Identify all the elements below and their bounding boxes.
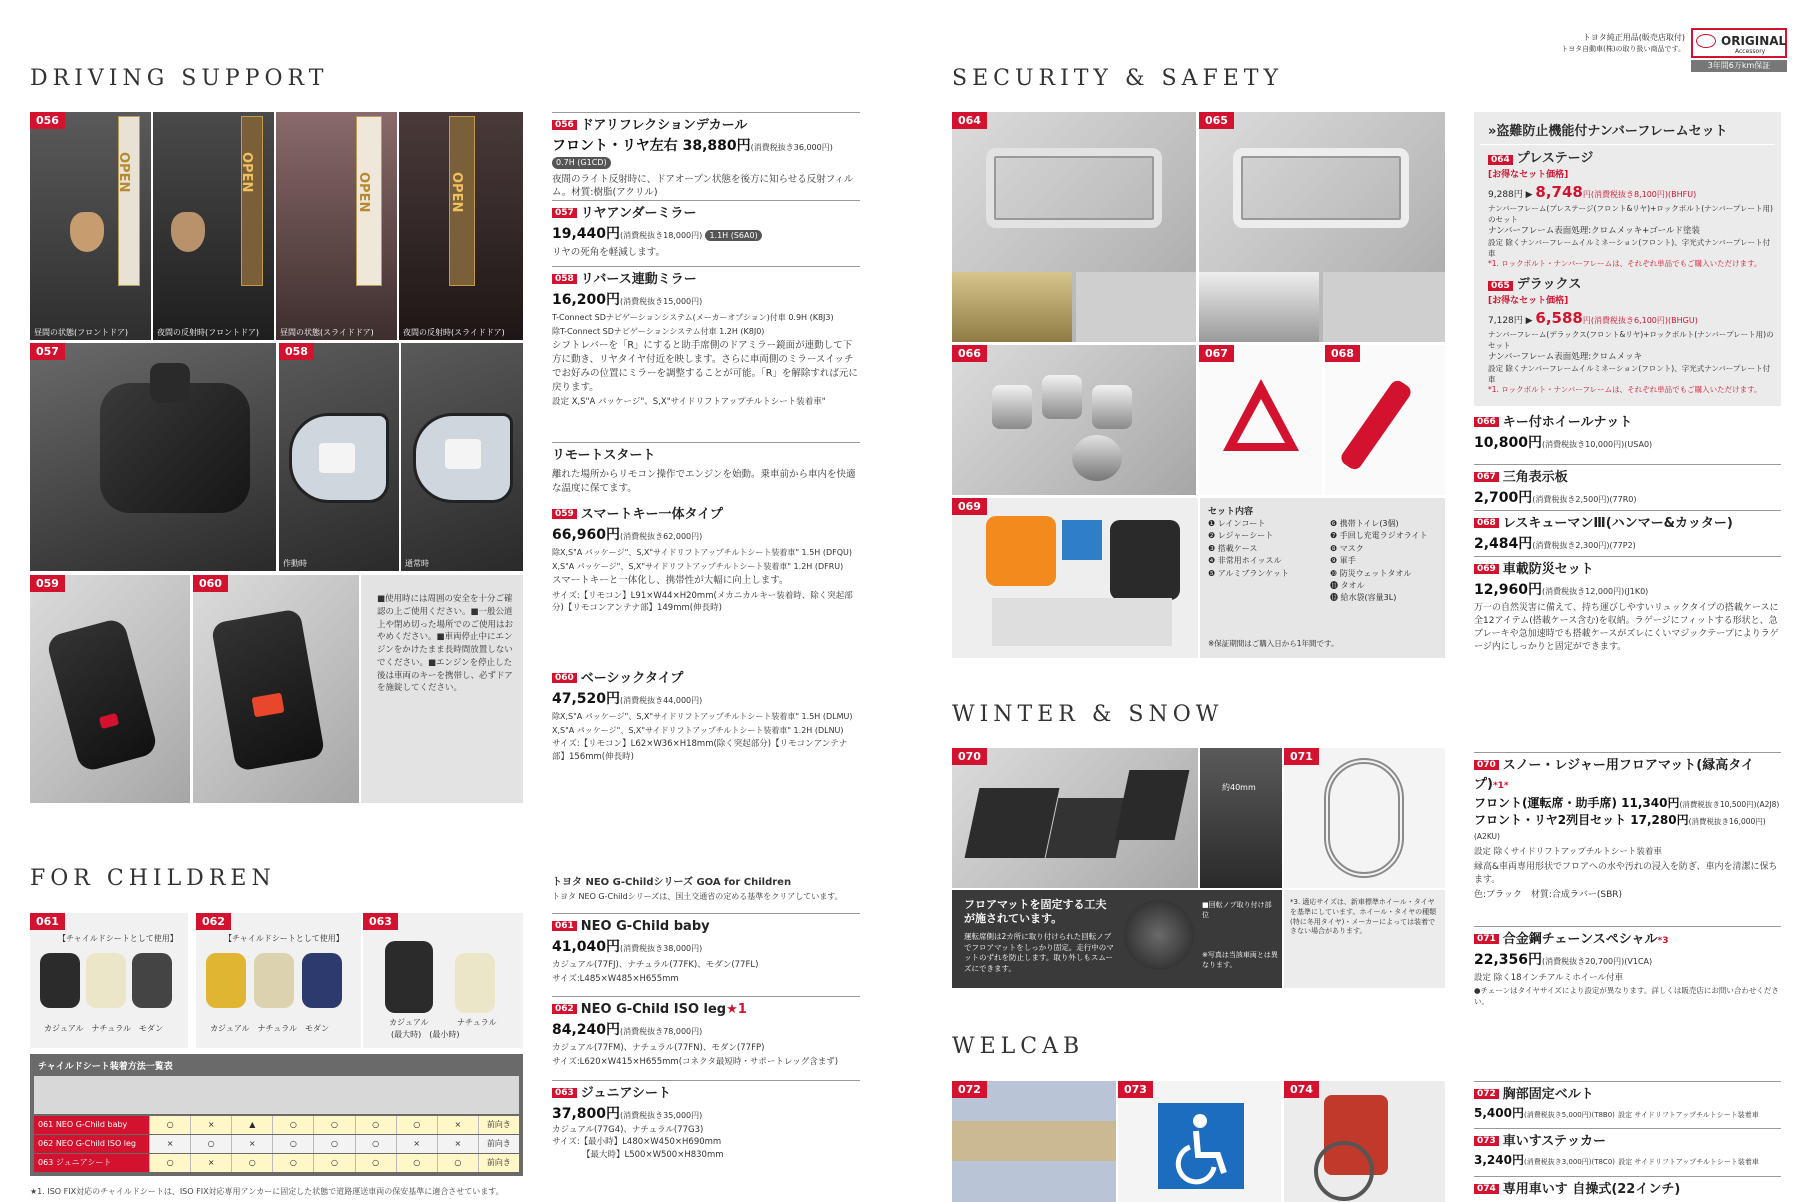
photo-number: 056	[30, 112, 65, 129]
notice-text: ■使用時には周囲の安全を十分ご確認の上ご使用ください。■一般公道上や閉め切った場所でのご使用はおやめください。■車両停止中にエンジンをかけたまま長時間放置しないでください。■エンジンを停止した後は車両のキーを携帯し、必ずドアを施錠してください。	[377, 594, 514, 694]
item-colors: カジュアル(77G4)、ナチュラル(77G3)	[552, 1125, 704, 1136]
mat-note-title: フロアマットを固定する工夫が施されています。	[964, 898, 1107, 926]
item-size: サイズ:L485×W485×H655mm	[552, 974, 679, 985]
item-color: 色:ブラック 材質:合成ラバー(SBR)	[1474, 889, 1623, 900]
seat-caption: カジュアル ナチュラル モダン	[44, 1024, 164, 1033]
photo-number: 069	[952, 498, 987, 515]
raincoat-shape	[986, 516, 1056, 586]
price-line: 9,288円 ▶ 8,748円(消費税抜き8,100円)(BHFU)	[1488, 182, 1697, 201]
child-seat-casual	[40, 953, 80, 1008]
item-072	[1474, 1081, 1781, 1122]
table-cell: ○	[149, 1154, 190, 1172]
table-cell: ×	[190, 1154, 231, 1172]
item-code2: 除T-Connect SDナビゲーションシステム付車 1.2H (K8J0)	[552, 326, 765, 336]
table-cell: ▲	[231, 1116, 272, 1134]
photo-056c	[276, 112, 397, 340]
item-price-line: 41,040円(消費税抜き38,000円)	[552, 938, 703, 955]
item-code2: X,S"A パッケージ"、S,X"サイドリフトアップチルトシート装着車" 1.2H (DLNU)	[552, 725, 844, 735]
table-cell: ○	[396, 1116, 437, 1134]
logo-sub: Accessory	[1735, 48, 1766, 55]
photo-number: 064	[952, 112, 987, 129]
table-cell: ○	[355, 1135, 396, 1153]
item-price-line: 47,520円(消費税抜き44,000円)	[552, 690, 703, 707]
table-cell: ○	[355, 1154, 396, 1172]
table-cell: ○	[313, 1116, 354, 1134]
photo-caption: 作動時	[283, 559, 307, 568]
remote-key-shape	[211, 608, 326, 771]
item-064: 064 プレステージ [お得なセット価格] 9,288円 ▶ 8,748円(消費税抜き8,100円)(BHFU) ナンバーフレーム(プレステージ(フロント&リヤ)+ロックボルト(ナンバープレート用)のセット ナンバーフレーム表面処理:クロムメッキ+ゴールド塗装 設定 除くナンバーフレームイルミネーション(フロント)、字光式ナンバープレート付車 *1. ロックボルト・ナンバーフレームは、それぞれ単品でもご購入いただけます。	[1488, 150, 1776, 270]
item-074	[1474, 1176, 1781, 1200]
chrome-frame-strip	[1199, 272, 1319, 342]
gchild-title: トヨタ NEO G-Childシリーズ GOA for Children	[552, 877, 792, 888]
photo-065	[1199, 112, 1445, 342]
table-cell: 前向き	[478, 1135, 519, 1153]
photo-063	[363, 913, 523, 1048]
photo-060	[193, 575, 359, 803]
mat-note-text: 運転席側は2カ所に取り付けられた回転ノブでフロアマットをしっかり固定。走行中のマットのずれを防止します。取り外しもスムーズにできます。	[964, 932, 1114, 973]
divider	[552, 996, 860, 997]
child-seat-table	[30, 1054, 523, 1176]
junior-seat-casual	[385, 941, 433, 1013]
item-price-line-1: フロント(運転席・助手席) 11,340円(消費税抜き10,500円)(A2J8)	[1474, 795, 1780, 810]
kit-item: ❶ レインコート	[1208, 519, 1266, 528]
item-title: 068 レスキューマンⅢ(ハンマー&カッター)	[1474, 515, 1781, 534]
item-colors: カジュアル(77FM)、ナチュラル(77FN)、モダン(77FP)	[552, 1043, 765, 1054]
item-code1: 除X,S"A パッケージ"、S,X"サイドリフトアップチルトシート装着車" 1.5H (DFQU)	[552, 548, 852, 558]
table-cell: ○	[396, 1154, 437, 1172]
photo-069	[952, 498, 1198, 658]
photo-number: 060	[193, 575, 228, 592]
kit-item: ❾ 軍手	[1330, 556, 1356, 566]
table-cell: ○	[355, 1116, 396, 1134]
kit-note: ※保証期間はご購入日から1年間です。	[1208, 639, 1339, 648]
photo-056b	[153, 112, 274, 340]
item-title: 058 リバース連動ミラー	[552, 271, 860, 290]
item-060	[552, 670, 860, 763]
rotary-knob-photo	[1124, 900, 1194, 970]
photo-058b	[401, 343, 523, 571]
item-059	[552, 506, 860, 615]
kit-item: ❸ 搭載ケース	[1208, 543, 1258, 553]
kit-item: ❼ 手回し充電ラジオライト	[1330, 531, 1428, 541]
kit-item: ❽ マスク	[1330, 543, 1364, 553]
kit-left-list	[1208, 518, 1326, 580]
photo-057	[30, 343, 276, 571]
table-cell: 前向き	[478, 1154, 519, 1172]
lock-bolts	[1076, 272, 1196, 342]
photo-number: 071	[1284, 748, 1319, 765]
table-row	[34, 1154, 519, 1172]
item-desc: 離れた場所からリモコン操作でエンジンを始動。乗車前から車内を快適な温度に保てます。	[552, 468, 856, 494]
wheel-shape	[1314, 1141, 1374, 1201]
seat-caption-c: (最大時) (最小時)	[391, 1030, 460, 1039]
kit-item: ❹ 非常用ホイッスル	[1208, 556, 1282, 566]
divider	[552, 442, 860, 443]
table-row	[34, 1135, 519, 1153]
item-price-line: 37,800円(消費税抜き35,000円)	[552, 1105, 703, 1122]
item-price-line: 2,700円(消費税抜き2,500円)(77R0)	[1474, 489, 1637, 506]
open-label: OPEN	[239, 152, 254, 193]
table-cell: ○	[313, 1154, 354, 1172]
price-line: 7,128円 ▶ 6,588円(消費税抜き6,100円)(BHGU)	[1488, 308, 1698, 327]
height-label: 約40mm	[1222, 783, 1256, 792]
item-070	[1474, 752, 1781, 902]
photo-number: 063	[363, 913, 398, 930]
photo-number: 073	[1118, 1081, 1153, 1098]
table-cell: ○	[313, 1135, 354, 1153]
table-cell: ○	[437, 1154, 478, 1172]
item-price-line: 2,484円(消費税抜き2,300円)(77P2)	[1474, 535, 1636, 552]
table-header-row	[34, 1076, 519, 1114]
divider	[552, 1080, 860, 1081]
leisure-sheet-shape	[1062, 520, 1102, 560]
kit-069-list	[1200, 498, 1445, 658]
item-title: 070 スノー・レジャー用フロアマット(縁高タイプ)*1*	[1474, 758, 1754, 792]
hand-shape	[171, 212, 205, 252]
chain-info-panel	[1284, 890, 1445, 988]
table-row-name: 063 ジュニアシート	[34, 1154, 149, 1172]
item-price-line: 5,400円(消費税抜き5,000円)(T8B0) 設定 サイドリフトアップチルトシート装着車	[1474, 1105, 1759, 1120]
section-title-winter: WINTER & SNOW	[952, 702, 1224, 727]
frame-divider	[1480, 144, 1775, 145]
item-size: サイズ:【リモコン】L62×W36×H18mm(除く突起部分)【リモコンアンテナ部】156mm(伸長時)	[552, 739, 848, 762]
item-title: 061 NEO G-Child baby	[552, 918, 860, 937]
photo-number: 070	[952, 748, 987, 765]
divider	[1474, 1176, 1781, 1177]
photo-062	[196, 913, 361, 1048]
photo-068	[1325, 345, 1445, 495]
wheel-nut-3	[1092, 385, 1132, 429]
item-069	[1474, 556, 1781, 654]
item-number: 056	[552, 120, 577, 130]
item-056	[552, 112, 860, 200]
notice-box-059	[361, 575, 523, 803]
photo-number: 058	[279, 343, 314, 360]
item-setting: 設定 X,S"A パッケージ"、S,X"サイドリフトアップチルトシート装着車"	[552, 397, 826, 408]
item-note: ●チェーンはタイヤサイズにより設定が異なります。詳しくは販売店にお問い合わせください。	[1474, 986, 1779, 1007]
door-decal-strip	[118, 116, 140, 286]
kit-item: ❻ 携帯トイレ(3個)	[1330, 519, 1399, 528]
photo-073	[1118, 1081, 1281, 1202]
photo-071	[1284, 748, 1445, 888]
wheel-nut-2	[1042, 375, 1082, 419]
deal-label: [お得なセット価格]	[1488, 169, 1569, 180]
knob-photo-note: ※写真は当該車両とは異なります。	[1202, 951, 1278, 969]
gchild-header	[552, 876, 860, 902]
wheelchair-sticker	[1158, 1103, 1244, 1189]
divider	[1474, 1081, 1781, 1082]
child-seat-natural	[254, 953, 294, 1008]
item-066	[1474, 414, 1781, 453]
photo-caption: 昼間の状態(スライドドア)	[280, 328, 374, 337]
item-065: 065 デラックス [お得なセット価格] 7,128円 ▶ 6,588円(消費税抜き6,100円)(BHGU) ナンバーフレーム(デラックス(フロント&リヤ)+ロックボルト(ナンバープレート用)のセット ナンバーフレーム表面処理:クロムメッキ 設定 除くナンバーフレームイルミネーション(フロント)、字光式ナンバープレート付車 *1. ロックボルト・ナンバーフレームは、それぞれ単品でもご購入いただけます。	[1488, 276, 1776, 396]
item-title: リモートスタート	[552, 448, 656, 463]
mirror-stem	[150, 363, 190, 403]
item-size: サイズ:【リモコン】L91×W44×H20mm(メカニカルキー装着時、除く突起部分)【リモコンアンテナ部】149mm(伸長時)	[552, 591, 853, 614]
table-cell: ×	[396, 1135, 437, 1153]
divider	[1474, 556, 1781, 557]
photo-number: 057	[30, 343, 65, 360]
item-desc: 夜間のライト反射時に、ドアオープン状態を後方に知らせる反射フィルム。材質:樹脂(アクリル)	[552, 173, 854, 199]
item-title: 066 キー付ホイールナット	[1474, 414, 1781, 433]
deal-label: [お得なセット価格]	[1488, 295, 1569, 306]
section-title-children: FOR CHILDREN	[30, 866, 276, 891]
snow-chain-shape	[1324, 758, 1404, 878]
divider	[552, 266, 860, 267]
photo-067	[1199, 345, 1322, 495]
photo-caption: 昼間の状態(フロントドア)	[34, 328, 129, 337]
wheelchair-icon	[1158, 1103, 1244, 1189]
item-title: 063 ジュニアシート	[552, 1085, 860, 1104]
divider	[1474, 510, 1781, 511]
item-058	[552, 266, 860, 409]
item-063	[552, 1080, 860, 1161]
table-cell: ×	[149, 1135, 190, 1153]
photo-number: 068	[1325, 345, 1360, 362]
section-title-security: SECURITY & SAFETY	[952, 66, 1284, 91]
item-068	[1474, 510, 1781, 554]
logo-text: ORIGINAL	[1721, 34, 1787, 48]
wheel-nut-1	[992, 385, 1032, 429]
photo-caption: 通常時	[405, 559, 429, 568]
toyota-emblem-icon	[1696, 34, 1716, 48]
original-badge	[1545, 28, 1790, 72]
gold-frame-strip	[952, 272, 1072, 342]
photo-caption: 夜間の反射時(フロントドア)	[157, 328, 260, 337]
item-price-line: 84,240円(消費税抜き78,000円)	[552, 1021, 703, 1038]
photo-064	[952, 112, 1196, 342]
item-code1: 除X,S"A パッケージ"、S,X"サイドリフトアップチルトシート装着車" 1.5H (DLMU)	[552, 712, 853, 722]
divider	[1474, 926, 1781, 927]
table-body	[34, 1116, 519, 1173]
photo-number: 059	[30, 575, 65, 592]
frame-set-heading: »盗難防止機能付ナンバーフレームセット	[1488, 124, 1728, 139]
photo-number: 061	[30, 913, 65, 930]
item-title: 056 ドアリフレクションデカール	[552, 117, 860, 136]
lock-bolts	[1323, 272, 1445, 342]
divider	[1474, 752, 1781, 753]
seat-header: 【チャイルドシートとして使用】	[58, 934, 178, 943]
table-cell: ×	[190, 1116, 231, 1134]
kit-right-list	[1330, 518, 1442, 605]
item-title: 067 三角表示板	[1474, 469, 1781, 488]
item-desc: 万一の自然災害に備えて、持ち運びしやすいリュックタイプの搭載ケースに全12アイテム(搭載ケース含む)を収納。ラゲージにフィットする形状と、急ブレーキや急加速時でも搭載ケースがズレにくいマジックテープによりラゲージ内にしっかりと固定ができます。	[1474, 603, 1779, 653]
car-in-mirror	[445, 439, 481, 469]
item-title: 060 ベーシックタイプ	[552, 670, 860, 689]
item-remote-start	[552, 442, 860, 495]
item-price-line: フロント・リヤ左右 38,880円(消費税抜き36,000円) 0.7H (G1CD)	[552, 137, 833, 168]
smart-key-shape	[45, 617, 159, 773]
frame-set-box	[1474, 112, 1781, 406]
table-title: チャイルドシート装着方法一覧表	[38, 1062, 173, 1072]
chest-belt-shape	[952, 1121, 1116, 1161]
table-cell: ×	[437, 1135, 478, 1153]
seat-caption-b: ナチュラル	[457, 1018, 497, 1027]
table-cell: ○	[190, 1135, 231, 1153]
item-title: 074 専用車いす 自操式(22インチ)	[1474, 1181, 1781, 1200]
item-067	[1474, 464, 1781, 508]
photo-number: 074	[1284, 1081, 1319, 1098]
item-price-line: 10,800円(消費税抜き10,000円)(USA0)	[1474, 434, 1653, 451]
item-price-line: 66,960円(消費税抜き62,000円)	[552, 526, 703, 543]
table-cell: ○	[272, 1116, 313, 1134]
item-desc: スマートキーと一体化し、携帯性が大幅に向上します。	[552, 575, 789, 587]
item-title: 057 リヤアンダーミラー	[552, 205, 860, 224]
photo-056a	[30, 112, 151, 340]
child-seat-modern	[302, 953, 342, 1008]
badge-line2: トヨタ自動車(株)の取り扱い商品です。	[1561, 45, 1685, 53]
number-frame-shape	[986, 148, 1162, 228]
photo-066	[952, 345, 1196, 495]
section-title-driving: DRIVING SUPPORT	[30, 66, 329, 91]
small-items	[992, 598, 1172, 646]
item-title: 071 合金鋼チェーンスペシャル*3	[1474, 931, 1781, 950]
kit-item: ⓫ タオル	[1330, 580, 1365, 590]
photo-070-detail	[1200, 748, 1282, 888]
item-title: 062 NEO G-Child ISO leg★1	[552, 1001, 860, 1020]
kit-item: ❺ アルミブランケット	[1208, 568, 1289, 578]
item-code1: T-Connect SDナビゲーションシステム(メーカーオプション)付車 0.9H (K8J3)	[552, 313, 834, 323]
item-title: 073 車いすステッカー	[1474, 1133, 1781, 1152]
rescue-hammer-shape	[1338, 378, 1413, 473]
photo-number: 065	[1199, 112, 1234, 129]
item-desc: リヤの死角を軽減します。	[552, 247, 666, 259]
table-cell: ○	[272, 1154, 313, 1172]
backpack-shape	[1110, 520, 1180, 600]
table-cell: 前向き	[478, 1116, 519, 1134]
item-title: 059 スマートキー一体タイプ	[552, 506, 860, 525]
child-seat-modern	[132, 953, 172, 1008]
badge-line1: トヨタ純正用品(販売店取付)	[1582, 33, 1685, 42]
door-decal-strip	[241, 116, 263, 286]
kit-item: ❿ 防災ウェットタオル	[1330, 568, 1412, 578]
floor-mat-3	[1115, 770, 1190, 840]
photo-number: 072	[952, 1081, 987, 1098]
item-desc: シフトレバーを「R」にすると助手席側のドアミラー鏡面が連動して下方に動き、リヤタイヤ付近を映します。さらに車両側のミラースイッチでお好みの位置にミラーを調整することが可能。「R」を解除すれば元に戻ります。	[552, 340, 858, 393]
wheel-key	[1072, 435, 1122, 481]
kit-title: セット内容	[1208, 507, 1254, 517]
photo-061	[30, 913, 188, 1048]
item-size: サイズ:L620×W415×H655mm(コネクタ最短時・サポートレッグ含まず)	[552, 1057, 839, 1068]
section-title-welcab: WELCAB	[952, 1034, 1085, 1059]
table-cell: ○	[272, 1135, 313, 1153]
warranty-badge: 3年間6万km保証	[1691, 60, 1787, 72]
knob-label: ■回転ノブ取り付け部位	[1202, 901, 1272, 919]
original-logo	[1691, 28, 1787, 58]
item-price-line: 16,200円(消費税抜き15,000円)	[552, 291, 703, 308]
junior-seat-natural	[455, 953, 495, 1013]
photo-074	[1284, 1081, 1445, 1202]
warning-triangle-icon	[1219, 375, 1303, 455]
item-title: 069 車載防災セット	[1474, 561, 1781, 580]
divider	[1474, 464, 1781, 465]
table-row	[34, 1116, 519, 1134]
table-cell: ×	[231, 1135, 272, 1153]
photo-number: 067	[1199, 345, 1234, 362]
photo-056d	[399, 112, 523, 340]
divider	[552, 112, 860, 113]
item-desc: 縁高&車両専用形状でフロアへの水や汚れの浸入を防ぎ、車内を清潔に保ちます。	[1474, 861, 1778, 885]
photo-number: 062	[196, 913, 231, 930]
divider	[552, 913, 860, 914]
kit-item: ❷ レジャーシート	[1208, 531, 1274, 541]
item-setting: 設定 除く18インチアルミホイール付車	[1474, 973, 1624, 984]
photo-number: 066	[952, 345, 987, 362]
photo-072	[952, 1081, 1116, 1202]
seat-header: 【チャイルドシートとして使用】	[224, 934, 344, 943]
seat-caption: カジュアル ナチュラル モダン	[210, 1024, 330, 1033]
item-061	[552, 913, 860, 986]
child-seat-casual	[206, 953, 246, 1008]
table-cell: ○	[149, 1116, 190, 1134]
item-size2: 【最大時】L500×W500×H830mm	[582, 1149, 724, 1160]
child-seat-natural	[86, 953, 126, 1008]
photo-caption: 夜間の反射時(スライドドア)	[403, 328, 505, 337]
item-price-line-2: フロント・リヤ2列目セット 17,280円(消費税抜き16,000円)(A2KU)	[1474, 813, 1766, 841]
open-label: OPEN	[356, 172, 371, 213]
photo-058a	[279, 343, 399, 571]
mat-info-panel	[952, 890, 1282, 988]
item-057	[552, 200, 860, 260]
floor-mat-1	[965, 788, 1060, 858]
table-row-name: 062 NEO G-Child ISO leg	[34, 1135, 149, 1153]
hand-shape	[70, 212, 104, 252]
open-label: OPEN	[116, 152, 131, 193]
item-code2: X,S"A パッケージ"、S,X"サイドリフトアップチルトシート装着車" 1.2H (DFRU)	[552, 561, 844, 571]
gchild-sub: トヨタ NEO G-Childシリーズは、国土交通省の定める基準をクリアしています。	[552, 891, 843, 901]
table-cell: ○	[231, 1154, 272, 1172]
item-071	[1474, 926, 1781, 1008]
item-price-line: 22,356円(消費税抜き20,700円)(V1CA)	[1474, 951, 1653, 968]
open-label: OPEN	[449, 172, 464, 213]
table-cell: ×	[437, 1116, 478, 1134]
item-colors: カジュアル(77FJ)、ナチュラル(77FK)、モダン(77FL)	[552, 960, 759, 971]
item-073	[1474, 1128, 1781, 1169]
table-row-name: 061 NEO G-Child baby	[34, 1116, 149, 1134]
item-price-line: 12,960円(消費税抜き12,000円)(J1K0)	[1474, 581, 1649, 598]
car-in-mirror	[319, 443, 355, 473]
item-062	[552, 996, 860, 1069]
divider	[552, 200, 860, 201]
number-frame-shape	[1233, 148, 1409, 228]
item-title: 072 胸部固定ベルト	[1474, 1086, 1781, 1105]
footnote-left: ★1. ISO FIX対応のチャイルドシートは、ISO FIX対応専用アンカーに固定した状態で道路運送車両の保安基準に適合させています。	[30, 1187, 504, 1196]
photo-059	[30, 575, 190, 803]
item-price-line: 3,240円(消費税抜き3,000円)(T8C0) 設定 サイドリフトアップチルトシート装着車	[1474, 1152, 1759, 1167]
item-size1: サイズ:【最小時】L480×W450×H690mm	[552, 1137, 722, 1148]
item-price-line: 19,440円(消費税抜き18,000円) 1.1H (S6A0)	[552, 224, 860, 244]
chain-note: *3. 適応サイズは、新車標準ホイール・タイヤを基準にしています。ホイール・タイヤの種類(特に冬用タイヤ)・メーカーによっては装着できない場合があります。	[1290, 898, 1437, 936]
seat-caption-a: カジュアル	[389, 1018, 429, 1027]
photo-070	[952, 748, 1198, 888]
kit-item: ⓬ 給水袋(容量3L)	[1330, 593, 1397, 603]
divider	[1474, 1128, 1781, 1129]
item-setting: 設定 除くサイドリフトアップチルトシート装着車	[1474, 847, 1662, 858]
